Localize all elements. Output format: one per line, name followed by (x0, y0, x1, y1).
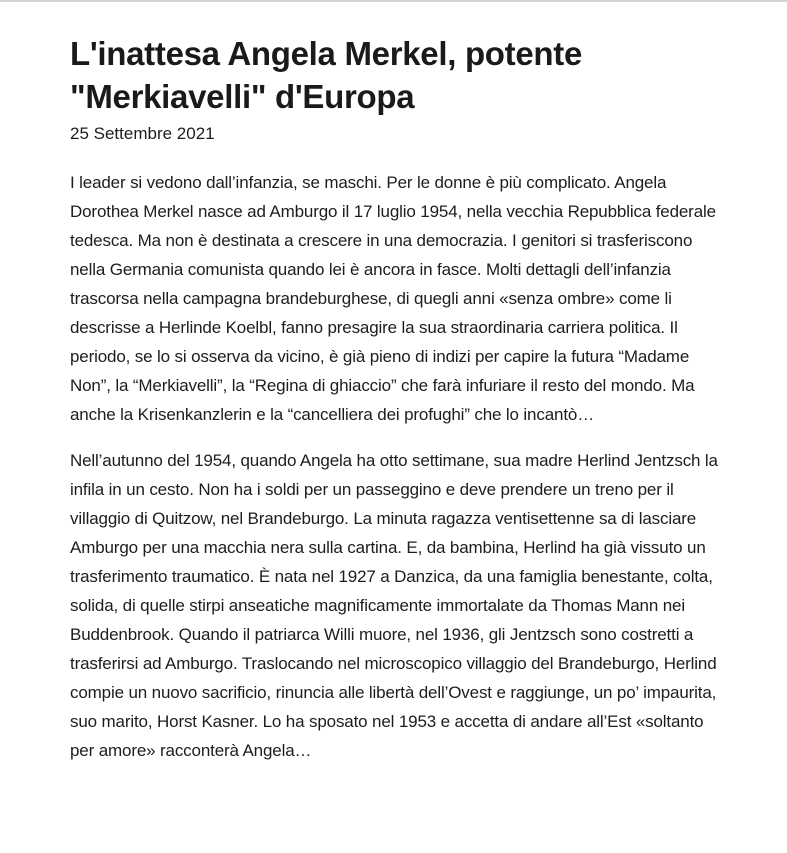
article-body (70, 168, 720, 765)
article-paragraph-2: Nell’autunno del 1954, quando Angela ha otto settimane, sua madre Herlind Jentzsch la infila in un cesto. Non ha i soldi per un passeggino e deve prendere un treno per il villaggio di Quitzow, nel Brandeburgo. La minuta ragazza ventisettenne sa di lasciare Amburgo per una macchia nera sulla cartina. E, da bambina, Herlind ha già vissuto un trasferimento traumatico. È nata nel 1927 a Danzica, da una famiglia benestante, colta, solida, di quelle stirpi anseatiche magnificamente immortalate da Thomas Mann nei Buddenbrook. Quando il patriarca Willi muore, nel 1936, gli Jentzsch sono costretti a trasferirsi ad Amburgo. Traslocando nel microscopico villaggio del Brandeburgo, Herlind compie un nuovo sacrificio, rinuncia alle libertà dell’Ovest e raggiunge, un po’ impaurita, suo marito, Horst Kasner. Lo ha sposato nel 1953 e accetta di andare all’Est «soltanto per amore» racconterà Angela… (70, 451, 718, 760)
article (70, 32, 720, 782)
article-paragraph-1: I leader si vedono dall’infanzia, se maschi. Per le donne è più complicato. Angela Dorothea Merkel nasce ad Amburgo il 17 luglio 1954, nella vecchia Repubblica federale tedesca. Ma non è destinata a crescere in una democrazia. I genitori si trasferiscono nella Germania comunista quando lei è ancora in fasce. Molti dettagli dell’infanzia trascorsa nella campagna brandeburghese, di quegli anni «senza ombre» come li descrisse a Herlinde Koelbl, fanno presagire la sua straordinaria carriera politica. Il periodo, se lo si osserva da vicino, è già pieno di indizi per capire la futura “Madame Non”, la “Merkiavelli”, la “Regina di ghiaccio” che farà infuriare il resto del mondo. Ma anche la Krisenkanzlerin e la “cancelliera dei profughi” che lo incantò… (70, 173, 716, 424)
article-date: 25 Settembre 2021 (70, 124, 215, 143)
article-title: L'inattesa Angela Merkel, potente "Merkiavelli" d'Europa (70, 35, 583, 115)
